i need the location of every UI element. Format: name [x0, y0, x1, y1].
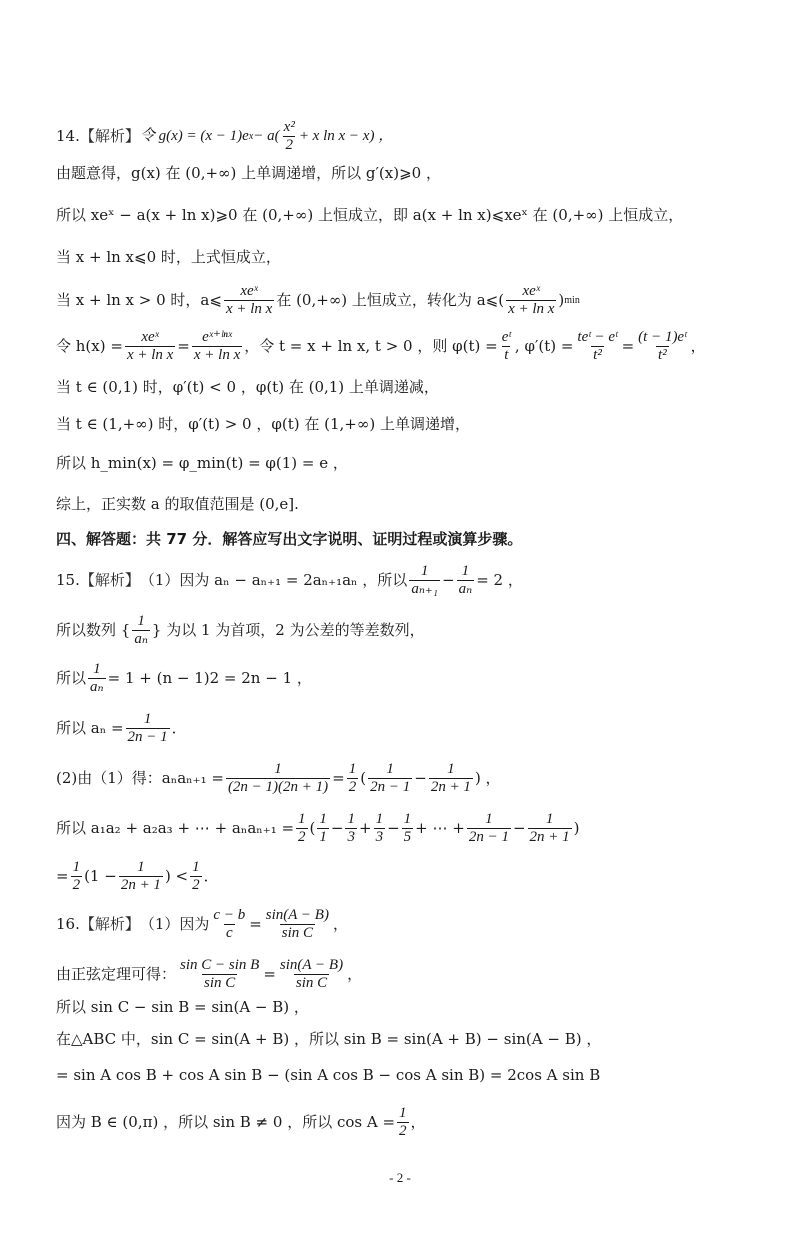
text-line: 所以 h_min(x) = φ_min(t) = φ(1) = e ， — [56, 454, 348, 472]
text-line: 由题意得，g(x) 在 (0,+∞) 上单调递增，所以 g′(x)⩾0 ， — [56, 164, 441, 182]
text-line: 所以 xeˣ − a(x + ln x)⩾0 在 (0,+∞) 上恒成立，即 a(x + ln x)⩽xeˣ 在 (0,+∞) 上恒成立， — [56, 206, 684, 224]
line-14-header: 14. 【解析】 令 g(x) = (x − 1)e x − a( $\frac{\text{x²}}{2}$ + x ln x − x) ， — [56, 119, 394, 153]
text-line: 当 x + ln x⩽0 时，上式恒成立， — [56, 248, 281, 266]
line-16: 所以数列 { $\frac{1}{\text{aₙ}}$ } 为以 1 为首项，2 为公差的等差数列， — [56, 613, 425, 647]
analysis-tag: 【解析】 — [79, 127, 140, 145]
line-19: (2)由（1）得：aₙaₙ₊₁ = $\frac{1}{(2n - 1)(2n + 1)}$ = $\frac{1}{2}$ ( $\frac{1}{2n - 1}$ − $\frac{1}{2n + 1}$ ) ， — [56, 761, 501, 795]
line-15-header: 15. 【解析】 （1）因为 aₙ − aₙ₊₁ = 2aₙ₊₁aₙ ，所以 $\frac{1}{\text{aₙ₊₁}}$ − $\frac{1}{\text{aₙ}}$ = 2 ， — [56, 563, 523, 597]
text-line: 所以 sin C − sin B = sin(A − B) ， — [56, 998, 309, 1016]
line-27: 因为 B ∈ (0,π) ，所以 sin B ≠ 0 ，所以 cos A = $\frac{1}{2}$ ， — [56, 1105, 426, 1139]
analysis-tag: 【解析】 — [79, 571, 140, 589]
line-6: 令 h(x) = $\frac{\text{xeˣ}}{\text{x + ln x}}$ = $\frac{\text{eˣ⁺ˡⁿˣ}}{\text{x + ln x}}$ ，令 t = x + ln x, t > 0 ，则 φ(t) = $\frac{\text{eᵗ}}{t}$ , φ′(t) = $\frac{\text{teᵗ − eᵗ}}{\text{t²}}$ = $\frac{\text{(t − 1)eᵗ}}{\text{t²}}$ ， — [56, 329, 706, 363]
line-5: 当 x + ln x > 0 时，a⩽ $\frac{\text{xeˣ}}{\text{x + ln x}}$ 在 (0,+∞) 上恒成立，转化为 a⩽( $\frac{\text{xeˣ}}{\text{x + ln x}}$ ) min — [56, 283, 580, 317]
section-heading: 四、解答题：共 77 分．解答应写出文字说明、证明过程或演算步骤。 — [56, 530, 523, 548]
line-16-header: 16. 【解析】 （1）因为 $\frac{c - b}{c}$ = $\frac{\sin(A - B)}{\text{sin C}}$ ， — [56, 907, 348, 941]
problem-number: 15. — [56, 571, 80, 589]
text-line: 当 t ∈ (0,1) 时，φ′(t) < 0 ，φ(t) 在 (0,1) 上单调递减， — [56, 378, 439, 396]
page-number: - 2 - — [389, 1170, 411, 1185]
fraction: $\frac{\text{x²}}{2}$ — [283, 119, 295, 153]
analysis-tag: 【解析】 — [79, 915, 140, 933]
line-17: 所以 $\frac{1}{\text{aₙ}}$ = 1 + (n − 1)2 = 2n − 1 ， — [56, 661, 312, 695]
text-line: 综上，正实数 a 的取值范围是 (0,e]. — [56, 495, 299, 513]
line-23: 由正弦定理可得： $\frac{\text{sin C − sin B}}{\text{sin C}}$ = $\frac{\sin(A - B)}{\text{sin C}}$ ， — [56, 957, 363, 991]
line-21: = $\frac{1}{2}$ (1 − $\frac{1}{2n + 1}$ ) < $\frac{1}{2}$ ． — [56, 859, 219, 893]
problem-number: 16. — [56, 915, 80, 933]
text-line: = sin A cos B + cos A sin B − (sin A cos B − cos A sin B) = 2cos A sin B — [56, 1066, 601, 1084]
problem-number: 14. — [56, 127, 80, 145]
line-20: 所以 a₁a₂ + a₂a₃ + ⋯ + aₙaₙ₊₁ = $\frac{1}{2}$ ( $\frac{1}{1}$ − $\frac{1}{3}$ + $\frac{1}{3}$ − $\frac{1}{5}$ + ⋯ + $\frac{1}{2n - 1}$ − $\frac{1}{2n + 1}$ ) — [56, 811, 580, 845]
line-18: 所以 aₙ = $\frac{1}{2n - 1}$ ． — [56, 711, 187, 745]
text-line: 当 t ∈ (1,+∞) 时，φ′(t) > 0 ，φ(t) 在 (1,+∞) 上单调递增， — [56, 415, 470, 433]
text-line: 在△ABC 中，sin C = sin(A + B) ，所以 sin B = sin(A + B) − sin(A − B) ， — [56, 1030, 602, 1048]
